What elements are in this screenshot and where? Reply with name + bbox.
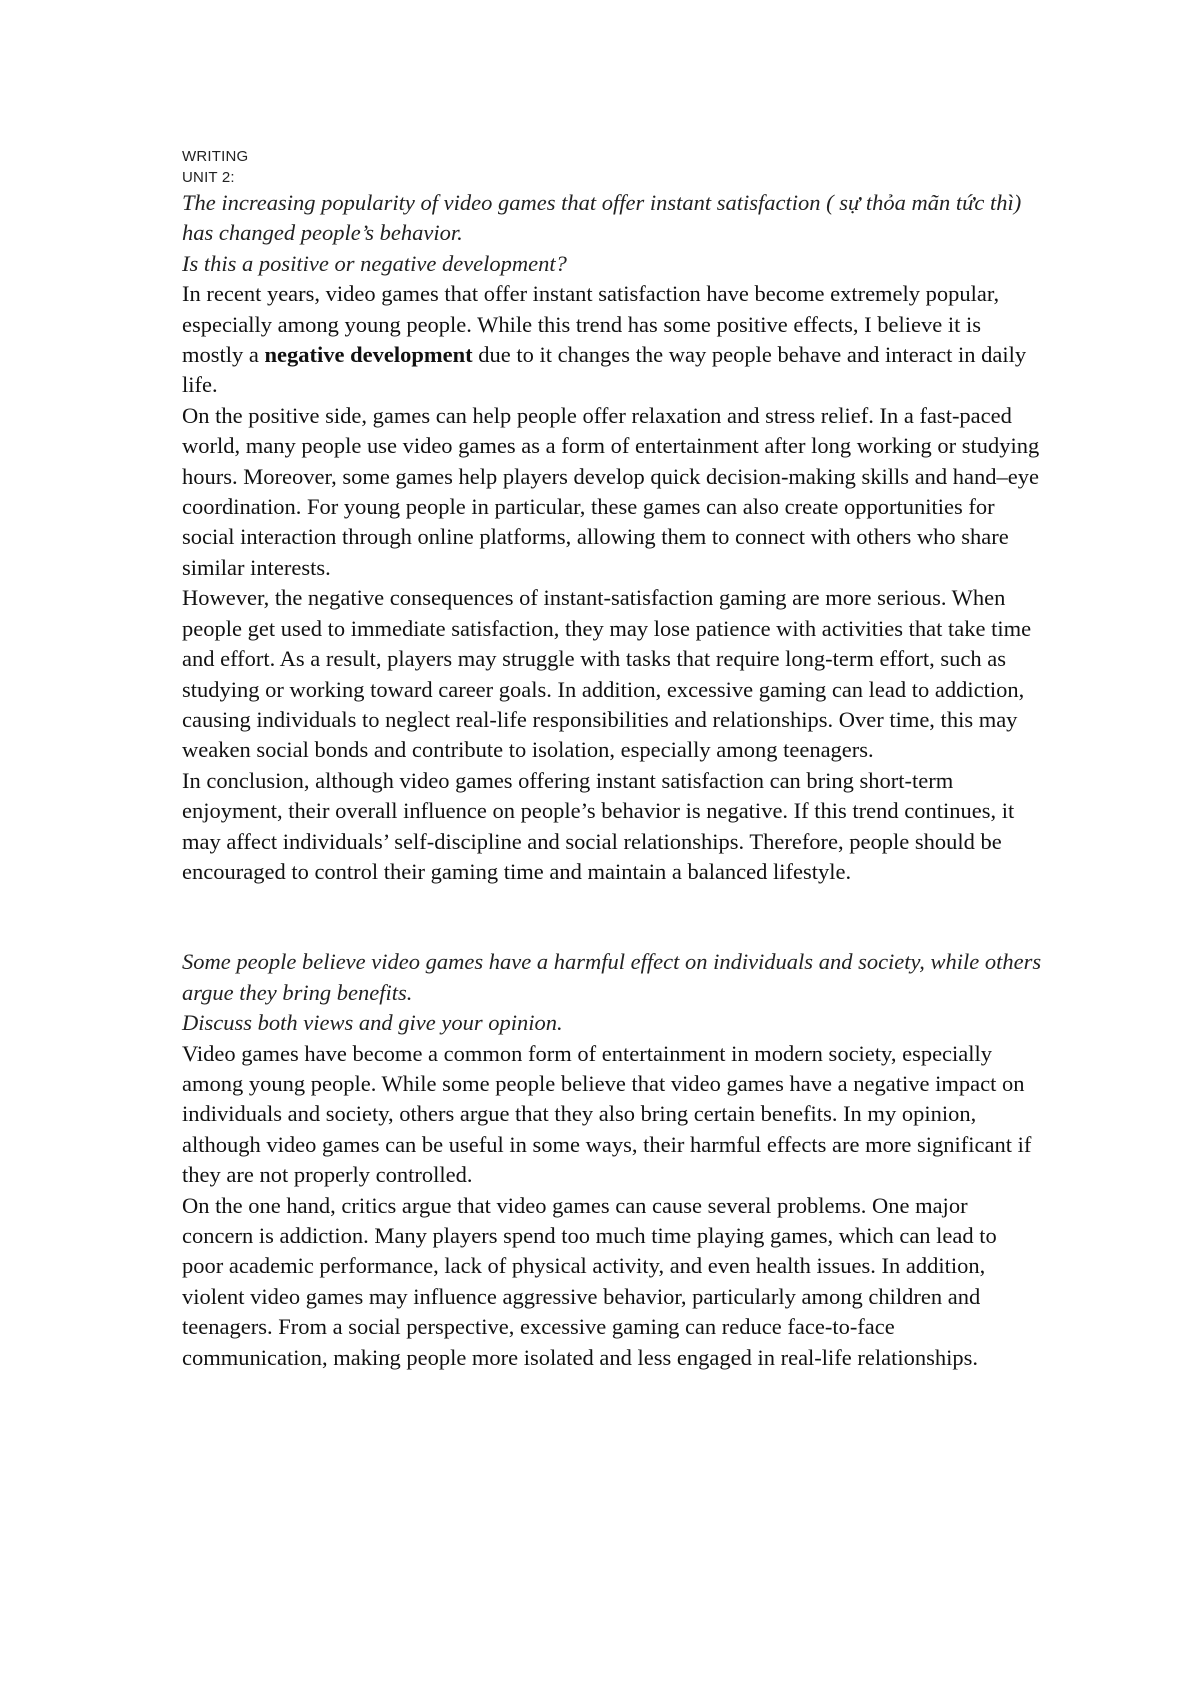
essay2-prompt (182, 947, 1042, 1038)
unit-label: UNIT 2: (182, 169, 235, 186)
essay1-prompt (182, 188, 1042, 279)
essay2-introduction: Video games have become a common form of entertainment in modern society, especially among young people. While some people believe that video games have a negative impact on individuals and society, others argue that they also bring certain benefits. In my opinion, although video games can be useful in some ways, their harmful effects are more significant if they are not properly controlled. (182, 1040, 1032, 1188)
essay1-body-paragraph-2: However, the negative consequences of instant-satisfaction gaming are more serious. When people get used to immediate satisfaction, they may lose patience with activities that take time and effort. As a result, players may struggle with tasks that require long-term effort, such as studying or working toward career goals. In addition, excessive gaming can lead to addiction, causing individuals to neglect real-life responsibilities and relationships. Over time, this may weaken social bonds and contribute to isolation, especially among teenagers. (182, 585, 1032, 763)
document-content (182, 146, 1042, 1373)
essay2-prompt-text: Some people believe video games have a harmful effect on individuals and society, while others argue they bring benefits. (182, 949, 1042, 1005)
essay1-intro-text-start: In recent years, video games that offer instant satisfaction have become extremely popular, especially among young people. While this trend has some positive effects, I believe it is mostly a (182, 281, 1000, 368)
essay2-body-paragraph-1: On the one hand, critics argue that video games can cause several problems. One major concern is addiction. Many players spend too much time playing games, which can lead to poor academic performance, lack of physical activity, and even health issues. In addition, violent video games may influence aggressive behavior, particularly among children and teenagers. From a social perspective, excessive gaming can reduce face-to-face communication, making people more isolated and less engaged in real-life relationships. (182, 1192, 997, 1370)
essay2-prompt-question: Discuss both views and give your opinion. (182, 1010, 563, 1036)
section-label: WRITING (182, 148, 249, 165)
essay1-intro-emphasis: negative development (264, 342, 473, 368)
essay1-conclusion: In conclusion, although video games offering instant satisfaction can bring short-term enjoyment, their overall influence on people’s behavior is negative. If this trend continues, it may affect individuals’ self-discipline and social relationships. Therefore, people should be encouraged to control their gaming time and maintain a balanced lifestyle. (182, 767, 1015, 884)
essay1-intro-text-end: due to it changes the way people behave and interact in daily life. (182, 342, 1027, 398)
section-gap (182, 887, 1042, 947)
essay1-prompt-text: The increasing popularity of video games that offer instant satisfaction ( sự thỏa mãn tức thì) has changed people’s behavior. (182, 190, 1022, 246)
essay1-body-paragraph-1: On the positive side, games can help people offer relaxation and stress relief. In a fast-paced world, many people use video games as a form of entertainment after long working or studying hours. Moreover, some games help players develop quick decision-making skills and hand–eye coordination. For young people in particular, these games can also create opportunities for social interaction through online platforms, allowing them to connect with others who share similar interests. (182, 402, 1040, 580)
essay1-introduction (182, 279, 1042, 401)
essay1-prompt-question: Is this a positive or negative development? (182, 250, 567, 276)
